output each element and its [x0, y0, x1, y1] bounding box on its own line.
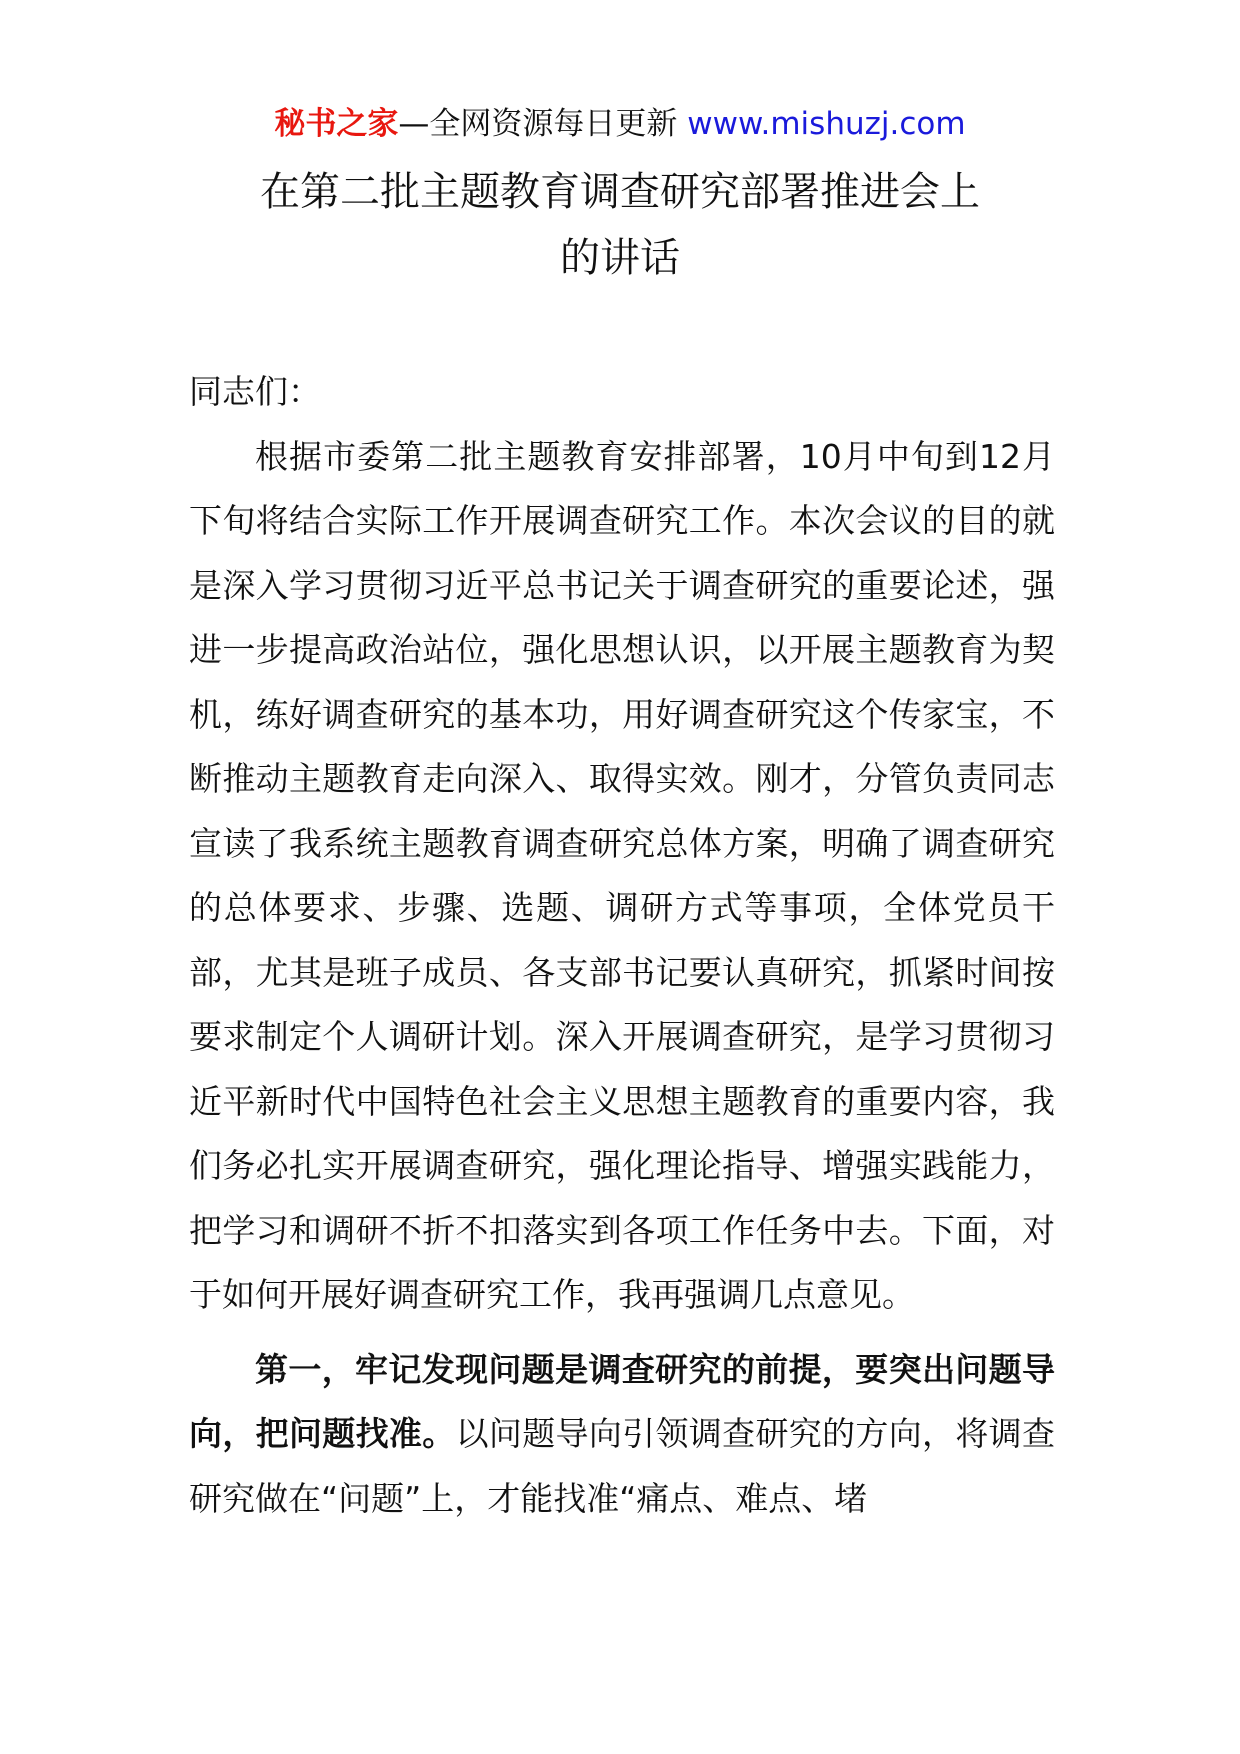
document-title-line-1: 在第二批主题教育调查研究部署推进会上 — [260, 169, 980, 215]
paragraph-2-heading: 第一，牢记发现问题是调查研究的前提，要突出问题导向，把问题找准。 — [189, 1349, 1055, 1453]
brand-name: 秘书之家 — [274, 106, 399, 142]
paragraph-2-text: 以问题导向引领调查研究的方向，将调查研究做在“问题”上，才能找准“痛点、难点、堵 — [189, 1414, 1056, 1518]
site-url-link[interactable]: www.mishuzj.com — [687, 106, 966, 142]
document-title-line-2: 的讲话 — [560, 235, 680, 281]
paragraph-1: 根据市委第二批主题教育安排部署，10月中旬到12月下旬将结合实际工作开展调查研究工作。本次会议的目的就是深入学习贯彻习近平总书记关于调查研究的重要论述，强进一步提高政治站位，强化思想认识，以开展主题教育为契机，练好调查研究的基本功，用好调查研究这个传家宝，不断推动主题教育走向深入、取得实效。刚才，分管负责同志宣读了我系统主题教育调查研究总体方案，明确了调查研究的总体要求、步骤、选题、调研方式等事项，全体党员干部，尤其是班子成员、各支部书记要认真研究，抓紧时间按要求制定个人调研计划。深入开展调查研究，是学习贯彻习近平新时代中国特色社会主义思想主题教育的重要内容，我们务必扎实开展调查研究，强化理论指导、增强实践能力，把学习和调研不折不扣落实到各项工作任务中去。下面，对于如何开展好调查研究工作，我再强调几点意见。 — [189, 436, 1055, 1314]
document-body — [189, 360, 1055, 1531]
header-tagline: —全网资源每日更新 — [398, 106, 688, 142]
site-header — [0, 104, 1240, 144]
salutation: 同志们： — [189, 372, 321, 411]
paragraph-2 — [189, 1338, 1055, 1532]
